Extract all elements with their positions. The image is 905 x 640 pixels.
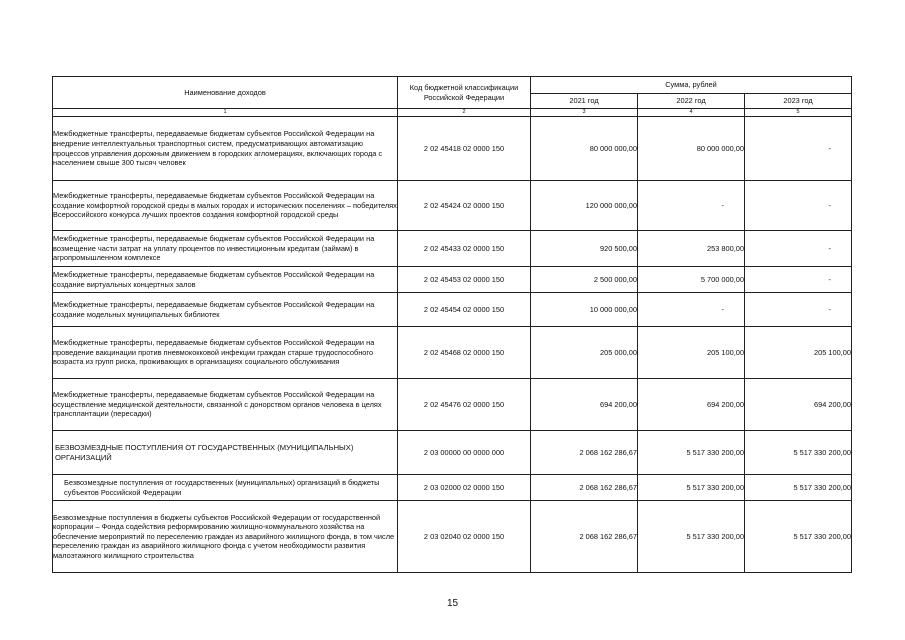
table-row [53, 379, 852, 431]
row-name: Межбюджетные трансферты, передаваемые бюджетам субъектов Российской Федерации на создание виртуальных концертных залов [53, 267, 398, 293]
row-code: 2 03 00000 00 0000 000 [398, 431, 531, 475]
header-code: Код бюджетной классификации Российской Федерации [398, 77, 531, 109]
row-value-2022: 80 000 000,00 [638, 117, 745, 181]
row-value-2022: 205 100,00 [638, 327, 745, 379]
table-row [53, 327, 852, 379]
col-number-2: 2 [398, 109, 531, 117]
row-value-2021: 120 000 000,00 [531, 181, 638, 231]
table-row [53, 117, 852, 181]
col-number-1: 1 [53, 109, 398, 117]
row-code: 2 02 45476 02 0000 150 [398, 379, 531, 431]
row-value-2023: 5 517 330 200,00 [745, 431, 852, 475]
row-name: Межбюджетные трансферты, передаваемые бюджетам субъектов Российской Федерации на проведение вакцинации против пневмококковой инфекции граждан старше трудоспособного возраста из групп риска, проживающих в организациях социального обслуживания [53, 327, 398, 379]
revenue-table [52, 76, 852, 573]
table-row [53, 293, 852, 327]
row-value-2021: 2 068 162 286,67 [531, 475, 638, 501]
row-code: 2 02 45453 02 0000 150 [398, 267, 531, 293]
row-value-2023: 205 100,00 [745, 327, 852, 379]
row-code: 2 02 45433 02 0000 150 [398, 231, 531, 267]
row-name: Межбюджетные трансферты, передаваемые бюджетам субъектов Российской Федерации на создание комфортной городской среды в малых городах и исторических поселениях – победителях Всероссийского конкурса лучших проектов создания комфортной городской среды [53, 181, 398, 231]
row-value-2021: 2 500 000,00 [531, 267, 638, 293]
header-name: Наименование доходов [53, 77, 398, 109]
header-year-2021: 2021 год [531, 94, 638, 109]
row-value-2021: 10 000 000,00 [531, 293, 638, 327]
row-name: Безвозмездные поступления в бюджеты субъектов Российской Федерации от государственной корпорации – Фонда содействия реформированию жилищно-коммунального хозяйства на обеспечение мероприятий по переселению граждан из аварийного жилищного фонда, в том числе переселению граждан из аварийного жилищного фонда с учетом необходимости развития малоэтажного жилищного строительства [53, 501, 398, 573]
row-value-2022: - [638, 181, 745, 231]
row-name: БЕЗВОЗМЕЗДНЫЕ ПОСТУПЛЕНИЯ ОТ ГОСУДАРСТВЕННЫХ (МУНИЦИПАЛЬНЫХ) ОРГАНИЗАЦИЙ [53, 431, 398, 475]
row-code: 2 02 45468 02 0000 150 [398, 327, 531, 379]
row-code: 2 03 02000 02 0000 150 [398, 475, 531, 501]
row-value-2023: - [745, 117, 852, 181]
col-number-4: 4 [638, 109, 745, 117]
row-value-2022: 5 517 330 200,00 [638, 475, 745, 501]
row-value-2022: - [638, 293, 745, 327]
table-row [53, 431, 852, 475]
row-value-2022: 5 517 330 200,00 [638, 501, 745, 573]
row-value-2023: - [745, 267, 852, 293]
row-value-2023: 5 517 330 200,00 [745, 501, 852, 573]
table-row [53, 267, 852, 293]
row-value-2023: - [745, 231, 852, 267]
header-sum: Сумма, рублей [531, 77, 852, 94]
row-value-2021: 694 200,00 [531, 379, 638, 431]
col-number-5: 5 [745, 109, 852, 117]
row-value-2021: 2 068 162 286,67 [531, 431, 638, 475]
row-value-2022: 694 200,00 [638, 379, 745, 431]
row-value-2023: 5 517 330 200,00 [745, 475, 852, 501]
header-year-2023: 2023 год [745, 94, 852, 109]
row-value-2021: 80 000 000,00 [531, 117, 638, 181]
table-row [53, 501, 852, 573]
row-value-2023: 694 200,00 [745, 379, 852, 431]
table-row [53, 475, 852, 501]
row-code: 2 02 45424 02 0000 150 [398, 181, 531, 231]
row-value-2023: - [745, 181, 852, 231]
table-row [53, 231, 852, 267]
row-name: Межбюджетные трансферты, передаваемые бюджетам субъектов Российской Федерации на возмещение части затрат на уплату процентов по инвестиционным кредитам (займам) в агропромышленном комплексе [53, 231, 398, 267]
page-number: 15 [446, 598, 459, 609]
row-value-2023: - [745, 293, 852, 327]
row-value-2021: 920 500,00 [531, 231, 638, 267]
row-value-2022: 5 517 330 200,00 [638, 431, 745, 475]
row-value-2022: 5 700 000,00 [638, 267, 745, 293]
row-code: 2 03 02040 02 0000 150 [398, 501, 531, 573]
row-value-2021: 205 000,00 [531, 327, 638, 379]
header-year-2022: 2022 год [638, 94, 745, 109]
row-code: 2 02 45454 02 0000 150 [398, 293, 531, 327]
row-name: Межбюджетные трансферты, передаваемые бюджетам субъектов Российской Федерации на осуществление медицинской деятельности, связанной с донорством органов человека в целях трансплантации (пересадки) [53, 379, 398, 431]
row-name: Безвозмездные поступления от государственных (муниципальных) организаций в бюджеты субъектов Российской Федерации [53, 475, 398, 501]
table-row [53, 181, 852, 231]
row-value-2022: 253 800,00 [638, 231, 745, 267]
row-name: Межбюджетные трансферты, передаваемые бюджетам субъектов Российской Федерации на создание модельных муниципальных библиотек [53, 293, 398, 327]
col-number-3: 3 [531, 109, 638, 117]
row-name: Межбюджетные трансферты, передаваемые бюджетам субъектов Российской Федерации на внедрение интеллектуальных транспортных систем, предусматривающих автоматизацию процессов управления дорожным движением в городских агломерациях, включающих города с населением свыше 300 тысяч человек [53, 117, 398, 181]
row-value-2021: 2 068 162 286,67 [531, 501, 638, 573]
row-code: 2 02 45418 02 0000 150 [398, 117, 531, 181]
